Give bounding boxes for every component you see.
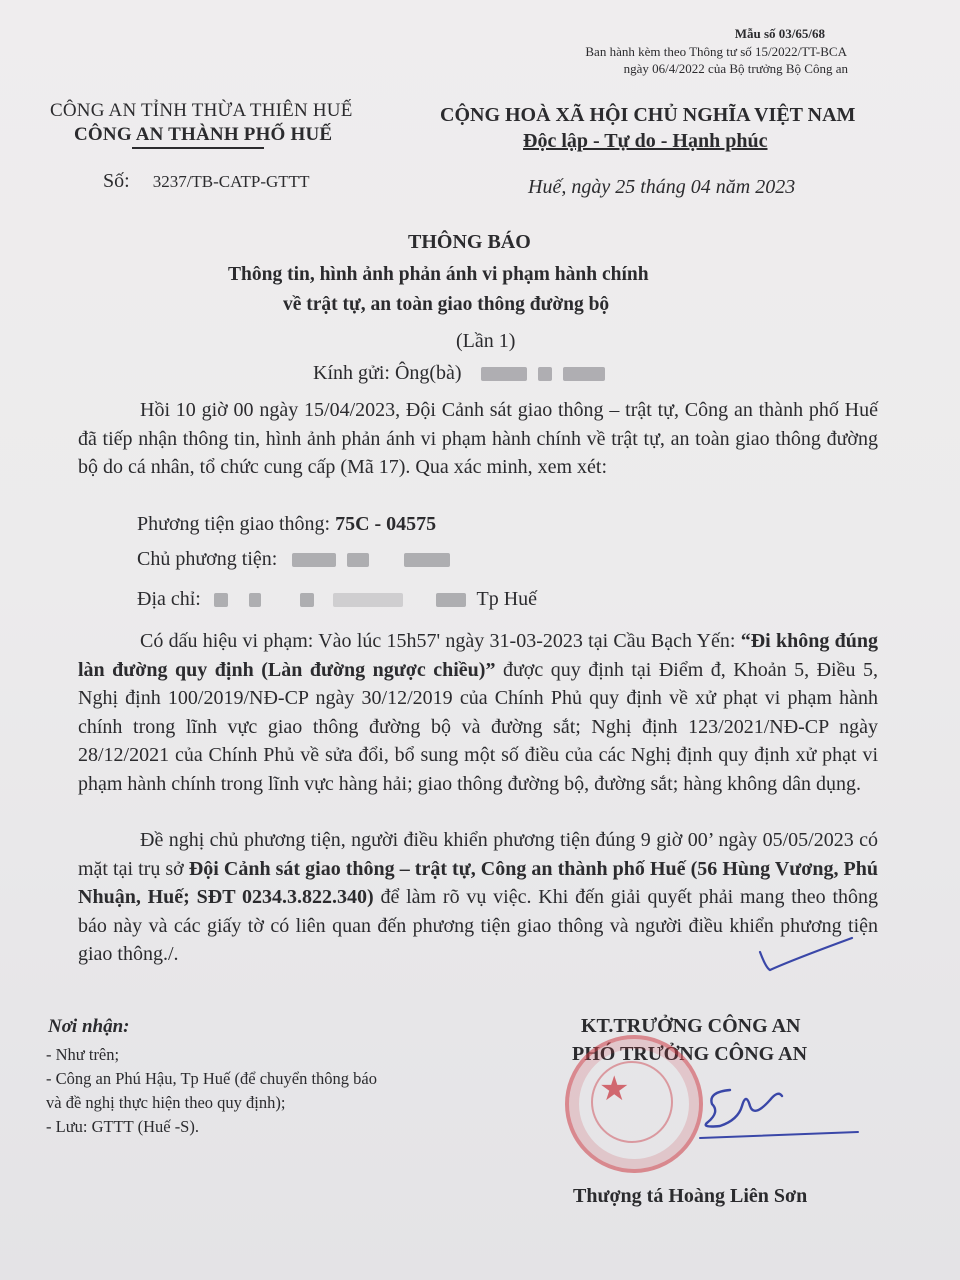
redacted-name-1 — [481, 367, 527, 381]
agency-name-text: CÔNG AN THÀNH PHỐ HUẾ — [74, 124, 333, 145]
vehicle-line — [137, 513, 436, 536]
redacted-address-5 — [436, 593, 466, 607]
owner-label: Chủ phương tiện: — [137, 548, 278, 570]
redacted-address-2 — [249, 593, 261, 607]
violation-paragraph — [78, 627, 878, 798]
address-line — [137, 588, 537, 611]
handwritten-check-mark — [752, 930, 862, 980]
redacted-owner-1 — [292, 553, 336, 567]
redacted-name-3 — [563, 367, 605, 381]
document-number — [103, 170, 309, 193]
notice-subtitle-1: Thông tin, hình ảnh phản ánh vi phạm hành chính — [228, 264, 649, 285]
recipient-item-2: - Công an Phú Hậu, Tp Huế (để chuyển thông báo — [46, 1069, 378, 1088]
request-lead: Đề nghị chủ phương tiện, người điều khiển phương tiện đúng 9 giờ 00’ ngày 05/05/2023 có mặt tại trụ sở — [78, 829, 878, 880]
place-date: Huế, ngày 25 tháng 04 năm 2023 — [528, 176, 796, 198]
signature-role-1: KT.TRƯỞNG CÔNG AN — [581, 1015, 801, 1037]
form-number: Mẫu số 03/65/68 — [734, 26, 825, 41]
redacted-name-2 — [538, 367, 552, 381]
handwritten-signature — [690, 1070, 870, 1150]
redacted-address-3 — [300, 593, 314, 607]
agency-name — [74, 124, 332, 146]
request-rest: để làm rõ vụ việc. Khi đến giải quyết phải mang theo thông báo này và các giấy tờ có liên quan đến phương tiện giao thông và người điều khiển phương tiện giao thông./. — [78, 886, 879, 965]
vehicle-plate: 75C - 04575 — [335, 513, 437, 535]
intro-paragraph: Hồi 10 giờ 00 ngày 15/04/2023, Đội Cảnh sát giao thông – trật tự, Công an thành phố Huế đã tiếp nhận thông tin, hình ảnh phản ánh vi phạm hành chính về trật tự, an toàn giao thông đường bộ do cá nhân, tổ chức cung cấp (Mã 17). Qua xác minh, xem xét: — [78, 399, 878, 478]
violation-legal-basis: được quy định tại Điểm đ, Khoản 5, Điều 5, Nghị định 100/2019/NĐ-CP ngày 30/12/2019 của Chính Phủ quy định về xử phạt vi phạm hành chính trong lĩnh vực giao thông đường bộ và đường sắt; Nghị định 123/2021/NĐ-CP ngày 28/12/2021 của Chính Phủ về sửa đổi, bổ sung một số điều của các Nghị định quy định xử phạt vi phạm hành chính trong lĩnh vực hàng hải; giao thông đường bộ, đường sắt; hàng không dân dụng. — [78, 658, 878, 795]
notice-title: THÔNG BÁO — [408, 231, 531, 253]
form-issued-line-2: ngày 06/4/2022 của Bộ trưởng Bộ Công an — [623, 61, 848, 76]
address-label: Địa chỉ: — [137, 588, 201, 610]
redacted-owner-3 — [404, 553, 450, 567]
request-place: Đội Cảnh sát giao thông – trật tự, Công an thành phố Huế (56 Hùng Vương, Phú Nhuận, Huế; SĐT 0234.3.822.340) — [78, 857, 878, 908]
signature-role-2: PHÓ TRƯỞNG CÔNG AN — [572, 1043, 808, 1065]
redacted-owner-2 — [347, 553, 369, 567]
recipient-item-1: - Như trên; — [46, 1045, 120, 1064]
recipient-item-4: - Lưu: GTTT (Huế -S). — [46, 1117, 199, 1136]
star-icon: ★ — [599, 1069, 630, 1109]
recipients-title: Nơi nhận: — [48, 1016, 130, 1037]
signer-name: Thượng tá Hoàng Liên Sơn — [573, 1185, 808, 1207]
document-number-label: Số: — [103, 170, 130, 192]
violation-lead: Có dấu hiệu vi phạm: Vào lúc 15h57' ngày 31-03-2023 tại Cầu Bạch Yến: — [140, 630, 736, 652]
national-motto: Độc lập - Tự do - Hạnh phúc — [523, 130, 768, 152]
document-number-value: 3237/TB-CATP-GTTT — [152, 172, 310, 191]
official-seal — [565, 1035, 703, 1173]
recipient-item-3: và đề nghị thực hiện theo quy định); — [46, 1093, 286, 1112]
recipient-line — [313, 362, 611, 385]
agency-parent: CÔNG AN TỈNH THỪA THIÊN HUẾ — [50, 100, 353, 121]
form-issued-line-1: Ban hành kèm theo Thông tư số 15/2022/TT-BCA — [585, 44, 847, 59]
violation-description: “Đi không đúng làn đường quy định (Làn đường ngược chiều)” — [78, 630, 878, 681]
vehicle-label: Phương tiện giao thông: — [137, 513, 331, 535]
recipient-label: Kính gửi: Ông(bà) — [313, 362, 462, 384]
agency-underline — [132, 147, 264, 149]
redacted-address-4 — [333, 593, 403, 607]
redacted-address-1 — [214, 593, 228, 607]
address-tail: Tp Huế — [476, 588, 538, 610]
owner-line — [137, 548, 456, 571]
notice-subtitle-2: về trật tự, an toàn giao thông đường bộ — [283, 294, 610, 315]
notice-round: (Lần 1) — [456, 330, 516, 352]
country-name: CỘNG HOÀ XÃ HỘI CHỦ NGHĨA VIỆT NAM — [440, 104, 856, 126]
